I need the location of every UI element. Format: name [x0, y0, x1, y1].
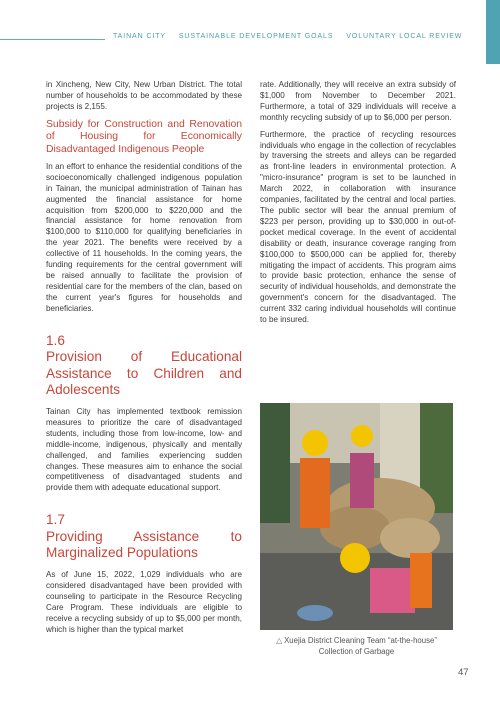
running-header	[113, 33, 473, 40]
section-1-7-paragraph: As of June 15, 2022, 1,029 individuals who are considered disadvantaged have been provided with counseling to participate in the Resource Recycling Care Program. These individuals are eligible to receive a recycling subsidy of up to $5,000 per month, which is higher than the typical market	[46, 570, 242, 634]
triangle-icon: △	[276, 636, 283, 645]
recycling-team-photo	[260, 403, 453, 630]
subsidy-subheading: Subsidy for Construction and Renovation of Housing for Economically Disadvantaged Indigenous People	[46, 118, 242, 155]
right-column	[260, 80, 456, 332]
section-1-6-paragraph: Tainan City has implemented textbook remission measures to prioritize the care of disadvantaged students, including those from low-income, low- and middle-income, indigenous, physically and mentally challenged, and families experiencing sudden changes. These measures aim to enhance the social competitiveness of disadvantaged students and provide them with adequate educational support.	[46, 407, 242, 493]
photo-caption	[260, 636, 453, 657]
left-column	[46, 80, 242, 641]
header-item-sdg: SUSTAINABLE DEVELOPMENT GOALS	[178, 33, 334, 40]
subsidy-paragraph: In an effort to enhance the residential conditions of the socioeconomically challenged indigenous population in Tainan, the municipal administration of Tainan has augmented the financial assistance for home acquisition from $200,000 to $220,000 and the financial assistance for home renovation from $100,000 to $110,000 for qualifying beneficiaries in the year 2021. The benefits were received by a collective of 11 households. In the coming years, the funding requirements for the central government will be raised annually to facilitate the provision of residential care for the members of the clan, based on the current year's figures for households and beneficiaries.	[46, 161, 242, 313]
header-rule	[0, 39, 105, 40]
section-1-7-heading	[46, 512, 242, 562]
intro-paragraph: in Xincheng, New City, New Urban District. The total number of households to be accommodated by these projects is 2,155.	[46, 80, 242, 111]
section-1-7-number: 1.7	[46, 512, 65, 528]
right-paragraph-2: Furthermore, the practice of recycling resources individuals who engage in the collection of recyclables by traversing the streets and alleys can be regarded as front-line leaders in environmental protection. A "micro-insurance" program is set to be launched in March 2022, in collaboration with insurance companies, facilitated by the central and local parties. The public sector will bear the annual premium of $223 per person, providing up to $30,000 in out-of-pocket medical coverage. In the event of accidental disability or death, insurance coverage ranging from $100,000 to $500,000 can be applied for, thereby mitigating the impact of accidents. This program aims to provide basic protection, enhance the sense of security of individual households, and demonstrate the government's concern for the disadvantaged. The current 332 caring individual households will continue to be insured.	[260, 129, 456, 325]
header-item-city: TAINAN CITY	[113, 33, 166, 40]
right-paragraph-1: rate. Additionally, they will receive an extra subsidy of $1,000 from November to December 2021. Furthermore, a total of 329 individuals will receive a monthly recycling subsidy of up to $6,000 per person.	[260, 80, 456, 122]
header-item-vlr: VOLUNTARY LOCAL REVIEW	[346, 33, 463, 40]
side-tab	[486, 0, 500, 64]
section-1-7-title: Providing Assistance to Marginalized Populations	[46, 528, 242, 561]
photo-illustration	[260, 403, 453, 630]
section-1-6-title: Provision of Educational Assistance to Children and Adolescents	[46, 349, 242, 398]
section-1-6-heading	[46, 333, 242, 399]
photo-caption-text: Xuejia District Cleaning Team “at-the-house” Collection of Garbage	[284, 636, 437, 656]
page-number: 47	[458, 667, 469, 678]
section-1-6-number: 1.6	[46, 332, 65, 348]
